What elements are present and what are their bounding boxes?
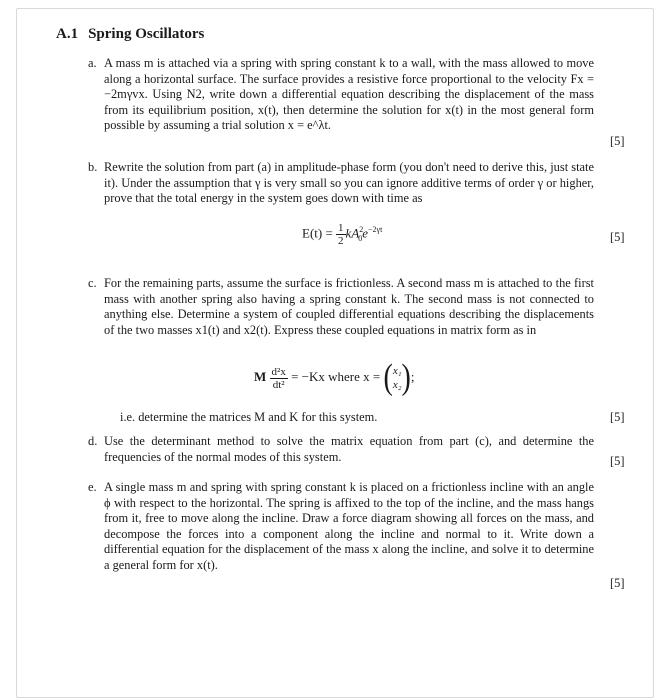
part-c-after: i.e. determine the matrices M and K for this system.: [120, 410, 378, 424]
eq-c-mid: = −Kx where x =: [291, 368, 381, 384]
eq-c-tail: ;: [410, 368, 415, 384]
eq-b-frac-top: 1: [338, 222, 344, 234]
part-d-marks: [5]: [610, 454, 625, 468]
eq-b-fraction: [336, 222, 346, 247]
eq-b-exp-sup: −2γt: [368, 225, 383, 235]
energy-equation: [302, 222, 382, 247]
eq-b-lhs: E(t) =: [302, 225, 333, 241]
part-e-text: A single mass m and spring with spring constant k is placed on a frictionless incline with an angle ϕ with respect to the horizontal. The spring is affixed to the top of the incline, and the mass hangs from it, free to move along the incline. Draw a force diagram showing all forces on the mass, and decompose the forces into a component along the incline and normal to it. Write down a differential equation for the displacement of the mass x along the incline, and solve it to determine a general form for x(t).: [104, 480, 594, 572]
eq-c-frac-bot: dt²: [272, 378, 285, 391]
eq-b-exp: e: [362, 225, 369, 241]
part-e: [88, 480, 594, 574]
eq-b-frac-bot: 2: [338, 235, 344, 247]
part-c-marks: [5]: [610, 410, 625, 424]
part-c-text: For the remaining parts, assume the surface is frictionless. A second mass m is attached to the first mass with another spring also having a spring constant k. The second mass is not connected to anything else. Determine a system of coupled differential equations describing the displacements of the two masses x1(t) and x2(t). Express these coupled equations in matrix form as in: [104, 276, 594, 337]
section-title: Spring Oscillators: [88, 26, 205, 42]
eq-c-fraction: [270, 366, 288, 391]
part-a-marks: [5]: [610, 134, 625, 148]
part-c: [88, 276, 594, 338]
part-d-text: Use the determinant method to solve the matrix equation from part (c), and determine the frequencies of the normal modes of this system.: [104, 434, 594, 464]
matrix-equation: [254, 357, 415, 398]
part-a-text: A mass m is attached via a spring with spring constant k to a wall, with the mass allowed to move along a horizontal surface. The surface provides a resistive force proportional to the velocity Fx = −2mγvx. Using N2, write down a differential equation describing the displacement of the mass from its equilibrium position, x(t), then determine the solution for x(t) in the most general form possible by assuming a trial solution x = e^λt.: [104, 56, 594, 133]
eq-b-sub: 0: [358, 234, 363, 244]
eq-b-sup: 2: [359, 225, 364, 235]
part-a: [88, 56, 594, 134]
eq-c-frac-top: d²x: [271, 365, 286, 378]
eq-b-rhs: kA: [345, 225, 360, 241]
part-d: [88, 434, 594, 465]
part-b-label: b.: [88, 160, 98, 174]
section-number: A.1: [56, 26, 79, 42]
eq-c-M: M: [254, 368, 267, 384]
part-a-label: a.: [88, 56, 97, 70]
part-e-marks: [5]: [610, 576, 625, 590]
section-heading: [56, 26, 204, 43]
part-c-label: c.: [88, 276, 97, 290]
eq-c-v2: x₂: [392, 379, 402, 391]
part-b: [88, 160, 594, 207]
left-paren: (: [383, 357, 393, 398]
part-e-label: e.: [88, 480, 97, 494]
part-b-text: Rewrite the solution from part (a) in amplitude-phase form (you don't need to derive this, just state it). Under the assumption that γ is very small so you can ignore additive terms of order γ or higher, prove that the total energy in the system goes down with time as: [104, 160, 594, 206]
part-d-label: d.: [88, 434, 98, 448]
right-paren: ): [401, 357, 411, 398]
eq-c-v1: x₁: [392, 365, 402, 377]
part-b-marks: [5]: [610, 230, 625, 244]
eq-c-vector: [393, 364, 402, 392]
